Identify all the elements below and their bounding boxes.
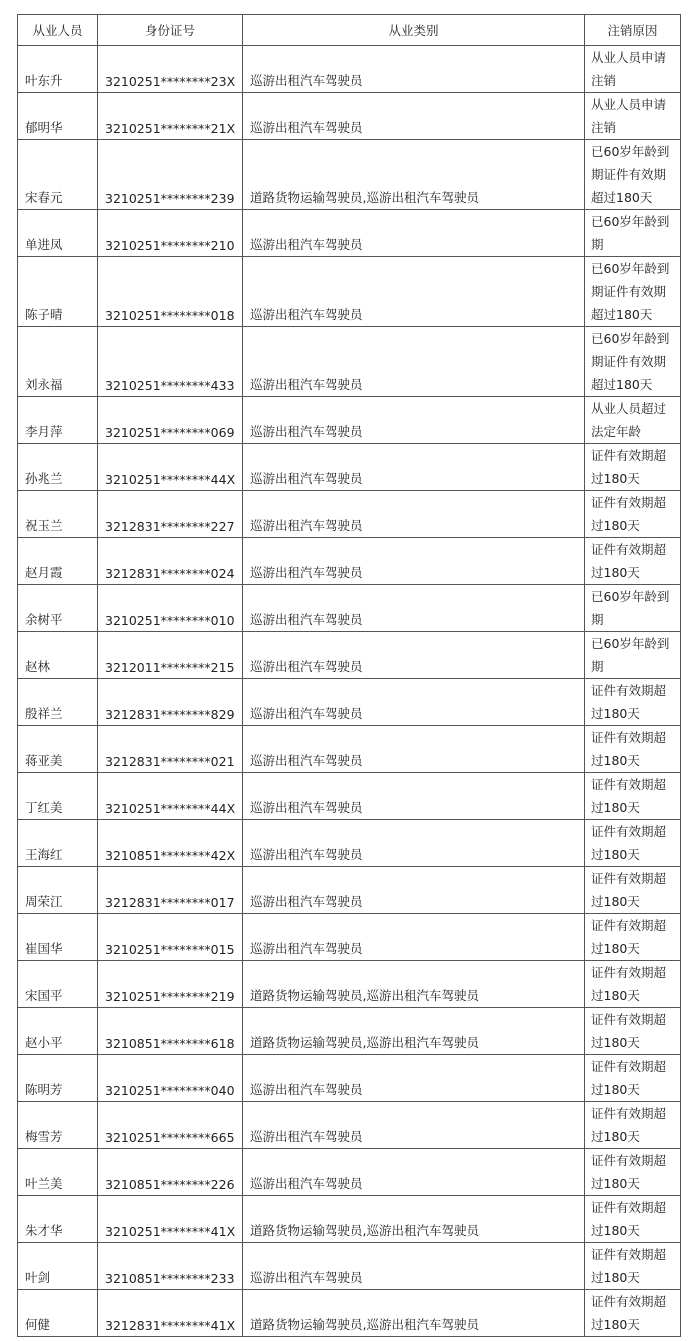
cell-id-number: 3210251********44X — [98, 773, 243, 820]
table-row — [18, 632, 681, 679]
cell-reason: 已60岁年龄到 期证件有效期 超过180天 — [585, 257, 681, 327]
cell-reason: 证件有效期超 过180天 — [585, 1290, 681, 1337]
cell-id-number: 3212011********215 — [98, 632, 243, 679]
cell-id-number: 3210251********015 — [98, 914, 243, 961]
table-row — [18, 1243, 681, 1290]
cell-category: 巡游出租汽车驾驶员 — [243, 444, 585, 491]
table-row — [18, 867, 681, 914]
cell-name: 陈子晴 — [18, 257, 98, 327]
cell-reason: 证件有效期超 过180天 — [585, 444, 681, 491]
cell-category: 道路货物运输驾驶员,巡游出租汽车驾驶员 — [243, 1196, 585, 1243]
cell-reason: 证件有效期超 过180天 — [585, 1008, 681, 1055]
cell-reason: 证件有效期超 过180天 — [585, 914, 681, 961]
cell-category: 巡游出租汽车驾驶员 — [243, 679, 585, 726]
cell-reason: 证件有效期超 过180天 — [585, 961, 681, 1008]
cell-name: 朱才华 — [18, 1196, 98, 1243]
cell-reason: 从业人员超过 法定年龄 — [585, 397, 681, 444]
cell-reason: 证件有效期超 过180天 — [585, 679, 681, 726]
cell-reason: 证件有效期超 过180天 — [585, 1196, 681, 1243]
cell-id-number: 3210851********618 — [98, 1008, 243, 1055]
cell-name: 赵林 — [18, 632, 98, 679]
cell-id-number: 3212831********021 — [98, 726, 243, 773]
cell-category: 巡游出租汽车驾驶员 — [243, 210, 585, 257]
cell-id-number: 3212831********227 — [98, 491, 243, 538]
cell-reason: 已60岁年龄到 期证件有效期 超过180天 — [585, 327, 681, 397]
table-row — [18, 327, 681, 397]
table-row — [18, 1055, 681, 1102]
table-body — [18, 46, 681, 1337]
cell-name: 赵小平 — [18, 1008, 98, 1055]
cell-category: 道路货物运输驾驶员,巡游出租汽车驾驶员 — [243, 961, 585, 1008]
cell-name: 李月萍 — [18, 397, 98, 444]
cell-name: 王海红 — [18, 820, 98, 867]
cell-reason: 证件有效期超 过180天 — [585, 773, 681, 820]
cell-id-number: 3210851********42X — [98, 820, 243, 867]
table-row — [18, 726, 681, 773]
cell-id-number: 3210251********210 — [98, 210, 243, 257]
table-row — [18, 773, 681, 820]
cell-id-number: 3210251********23X — [98, 46, 243, 93]
cell-id-number: 3210251********21X — [98, 93, 243, 140]
cell-id-number: 3210251********44X — [98, 444, 243, 491]
table-row — [18, 140, 681, 210]
table-row — [18, 46, 681, 93]
table-row — [18, 961, 681, 1008]
cell-reason: 证件有效期超 过180天 — [585, 1055, 681, 1102]
table-row — [18, 679, 681, 726]
cell-name: 孙兆兰 — [18, 444, 98, 491]
table-row — [18, 257, 681, 327]
cell-reason: 证件有效期超 过180天 — [585, 1149, 681, 1196]
cell-name: 丁红美 — [18, 773, 98, 820]
cell-reason: 证件有效期超 过180天 — [585, 820, 681, 867]
cell-reason: 已60岁年龄到 期 — [585, 632, 681, 679]
table-row — [18, 93, 681, 140]
cell-id-number: 3210251********040 — [98, 1055, 243, 1102]
cell-name: 宋国平 — [18, 961, 98, 1008]
cell-name: 陈明芳 — [18, 1055, 98, 1102]
cell-reason: 从业人员申请 注销 — [585, 93, 681, 140]
cell-category: 道路货物运输驾驶员,巡游出租汽车驾驶员 — [243, 1290, 585, 1337]
cell-category: 巡游出租汽车驾驶员 — [243, 914, 585, 961]
cell-id-number: 3212831********024 — [98, 538, 243, 585]
cell-category: 巡游出租汽车驾驶员 — [243, 632, 585, 679]
cell-id-number: 3212831********017 — [98, 867, 243, 914]
cell-id-number: 3210251********069 — [98, 397, 243, 444]
table-row — [18, 538, 681, 585]
cell-category: 巡游出租汽车驾驶员 — [243, 491, 585, 538]
table-row — [18, 1008, 681, 1055]
cell-reason: 证件有效期超 过180天 — [585, 726, 681, 773]
table-header-row — [18, 15, 681, 46]
cell-name: 叶兰美 — [18, 1149, 98, 1196]
cell-reason: 从业人员申请 注销 — [585, 46, 681, 93]
cell-name: 周荣江 — [18, 867, 98, 914]
cell-reason: 已60岁年龄到 期 — [585, 210, 681, 257]
cell-id-number: 3212831********41X — [98, 1290, 243, 1337]
cell-name: 叶剑 — [18, 1243, 98, 1290]
cell-name: 郁明华 — [18, 93, 98, 140]
table-row — [18, 914, 681, 961]
cell-name: 祝玉兰 — [18, 491, 98, 538]
cell-category: 巡游出租汽车驾驶员 — [243, 46, 585, 93]
cell-name: 刘永福 — [18, 327, 98, 397]
deregistration-table — [17, 14, 681, 1337]
cell-id-number: 3210851********233 — [98, 1243, 243, 1290]
cell-category: 巡游出租汽车驾驶员 — [243, 327, 585, 397]
cell-reason: 证件有效期超 过180天 — [585, 491, 681, 538]
cell-category: 巡游出租汽车驾驶员 — [243, 93, 585, 140]
header-category: 从业类别 — [243, 15, 585, 46]
cell-id-number: 3210851********226 — [98, 1149, 243, 1196]
cell-name: 殷祥兰 — [18, 679, 98, 726]
table-row — [18, 491, 681, 538]
cell-category: 道路货物运输驾驶员,巡游出租汽车驾驶员 — [243, 1008, 585, 1055]
cell-reason: 证件有效期超 过180天 — [585, 1102, 681, 1149]
header-id-number: 身份证号 — [98, 15, 243, 46]
table-row — [18, 1102, 681, 1149]
cell-reason: 已60岁年龄到 期证件有效期 超过180天 — [585, 140, 681, 210]
cell-category: 巡游出租汽车驾驶员 — [243, 773, 585, 820]
table-row — [18, 585, 681, 632]
cell-id-number: 3210251********239 — [98, 140, 243, 210]
cell-category: 道路货物运输驾驶员,巡游出租汽车驾驶员 — [243, 140, 585, 210]
table-row — [18, 820, 681, 867]
cell-id-number: 3210251********010 — [98, 585, 243, 632]
cell-id-number: 3210251********665 — [98, 1102, 243, 1149]
cell-id-number: 3210251********41X — [98, 1196, 243, 1243]
cell-name: 单进凤 — [18, 210, 98, 257]
table-row — [18, 1196, 681, 1243]
cell-name: 余树平 — [18, 585, 98, 632]
cell-category: 巡游出租汽车驾驶员 — [243, 397, 585, 444]
cell-category: 巡游出租汽车驾驶员 — [243, 1055, 585, 1102]
cell-name: 叶东升 — [18, 46, 98, 93]
cell-id-number: 3210251********018 — [98, 257, 243, 327]
cell-category: 巡游出租汽车驾驶员 — [243, 1149, 585, 1196]
cell-name: 宋春元 — [18, 140, 98, 210]
table-row — [18, 210, 681, 257]
cell-name: 梅雪芳 — [18, 1102, 98, 1149]
cell-reason: 证件有效期超 过180天 — [585, 538, 681, 585]
cell-name: 何健 — [18, 1290, 98, 1337]
header-name: 从业人员 — [18, 15, 98, 46]
cell-category: 巡游出租汽车驾驶员 — [243, 726, 585, 773]
cell-category: 巡游出租汽车驾驶员 — [243, 257, 585, 327]
cell-category: 巡游出租汽车驾驶员 — [243, 867, 585, 914]
table-row — [18, 1290, 681, 1337]
cell-name: 蒋亚美 — [18, 726, 98, 773]
cell-id-number: 3210251********433 — [98, 327, 243, 397]
header-reason: 注销原因 — [585, 15, 681, 46]
cell-category: 巡游出租汽车驾驶员 — [243, 1102, 585, 1149]
cell-category: 巡游出租汽车驾驶员 — [243, 1243, 585, 1290]
table-row — [18, 1149, 681, 1196]
table-row — [18, 444, 681, 491]
cell-reason: 已60岁年龄到 期 — [585, 585, 681, 632]
cell-category: 巡游出租汽车驾驶员 — [243, 538, 585, 585]
cell-name: 崔国华 — [18, 914, 98, 961]
cell-reason: 证件有效期超 过180天 — [585, 1243, 681, 1290]
table-row — [18, 397, 681, 444]
cell-id-number: 3210251********219 — [98, 961, 243, 1008]
cell-reason: 证件有效期超 过180天 — [585, 867, 681, 914]
cell-id-number: 3212831********829 — [98, 679, 243, 726]
cell-category: 巡游出租汽车驾驶员 — [243, 820, 585, 867]
cell-name: 赵月霞 — [18, 538, 98, 585]
cell-category: 巡游出租汽车驾驶员 — [243, 585, 585, 632]
